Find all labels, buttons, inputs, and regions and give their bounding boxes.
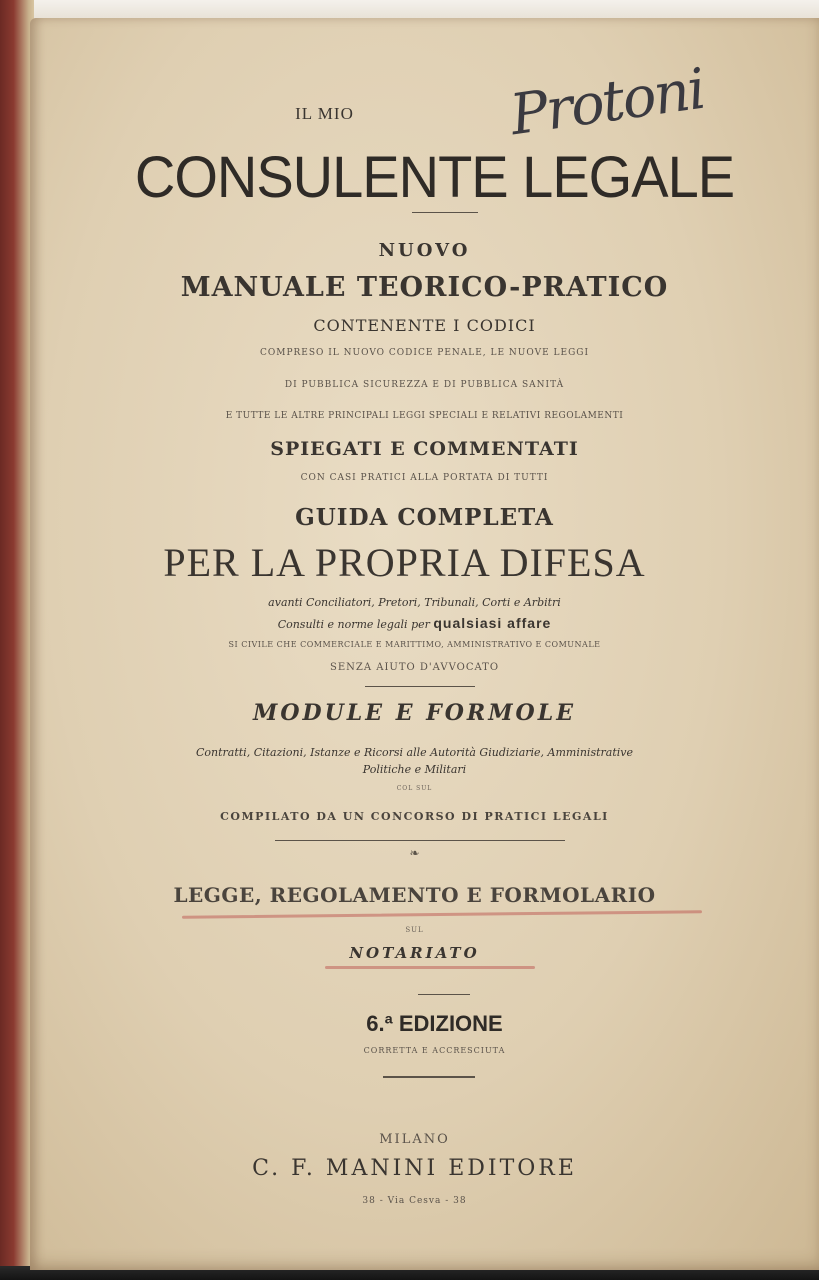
publisher-address: 38 - Via Cesva - 38 [362, 1196, 467, 1206]
per-la-propria-difesa: PER LA PROPRIA DIFESA [163, 540, 646, 585]
contenente-codici: CONTENENTE I CODICI [313, 316, 536, 335]
subtitle-manuale: MANUALE TEORICO-PRATICO [180, 272, 669, 303]
subtitle-nuovo: NUOVO [378, 240, 471, 261]
section-rule-1 [365, 686, 475, 687]
handwritten-signature: Protoni [506, 56, 708, 149]
contratti-line-2: Politiche e Militari [362, 763, 467, 776]
notariato: NOTARIATO [349, 944, 480, 962]
consulti-bold: qualsiasi affare [433, 615, 552, 631]
compreso-line-3: E TUTTE LE ALTRE PRINCIPALI LEGGI SPECIALI E RELATIVI REGOLAMENTI [225, 411, 624, 421]
red-pencil-mark-2 [325, 966, 535, 969]
module-formole: MODULE E FORMOLE [253, 700, 576, 726]
pre-title: IL MIO [295, 104, 354, 123]
section-rule-3 [418, 994, 470, 995]
compilato-da: COMPILATO DA UN CONCORSO DI PRATICI LEGALI [220, 810, 609, 823]
compreso-line-1: COMPRESO IL NUOVO CODICE PENALE, LE NUOVE LEGGI [259, 348, 590, 358]
ornament-mark: ❧ [409, 846, 420, 860]
avanti-conciliatori: avanti Conciliatori, Pretori, Tribunali, Corti e Arbitri [268, 596, 561, 609]
title-rule [412, 212, 478, 213]
legge-regolamento: LEGGE, REGOLAMENTO E FORMOLARIO [173, 883, 656, 907]
senza-aiuto-avvocato: SENZA AIUTO D'AVVOCATO [329, 662, 500, 673]
col-sul: COL SUL [396, 785, 433, 792]
corretta-accresciuta: CORRETTA E ACCRESCIUTA [363, 1046, 506, 1055]
consulti-prefix: Consulti e norme legali per [277, 618, 430, 631]
red-pencil-mark-1 [182, 910, 702, 918]
place-milano: MILANO [379, 1132, 450, 1147]
sul-label: SUL [405, 926, 424, 934]
edizione: 6.ª EDIZIONE [366, 1011, 503, 1036]
compreso-line-2: DI PUBBLICA SICUREZZA E DI PUBBLICA SANITÀ [284, 380, 565, 390]
section-rule-4 [383, 1076, 475, 1078]
spiegati-commentati: SPIEGATI E COMMENTATI [270, 438, 579, 460]
publisher: C. F. MANINI EDITORE [252, 1156, 577, 1181]
contratti-line-1: Contratti, Citazioni, Istanze e Ricorsi alle Autorità Giudiziarie, Amministrative [195, 746, 633, 759]
title-page [30, 18, 819, 1270]
con-casi-pratici: CON CASI PRATICI ALLA PORTATA DI TUTTI [300, 473, 549, 483]
section-rule-2 [275, 840, 565, 841]
consulti-line [20, 615, 809, 631]
guida-completa: GUIDA COMPLETA [295, 504, 554, 531]
main-title: CONSULENTE LEGALE [134, 143, 735, 210]
sia-civile: SI CIVILE CHE COMMERCIALE E MARITTIMO, AMMINISTRATIVO E COMUNALE [228, 640, 601, 649]
